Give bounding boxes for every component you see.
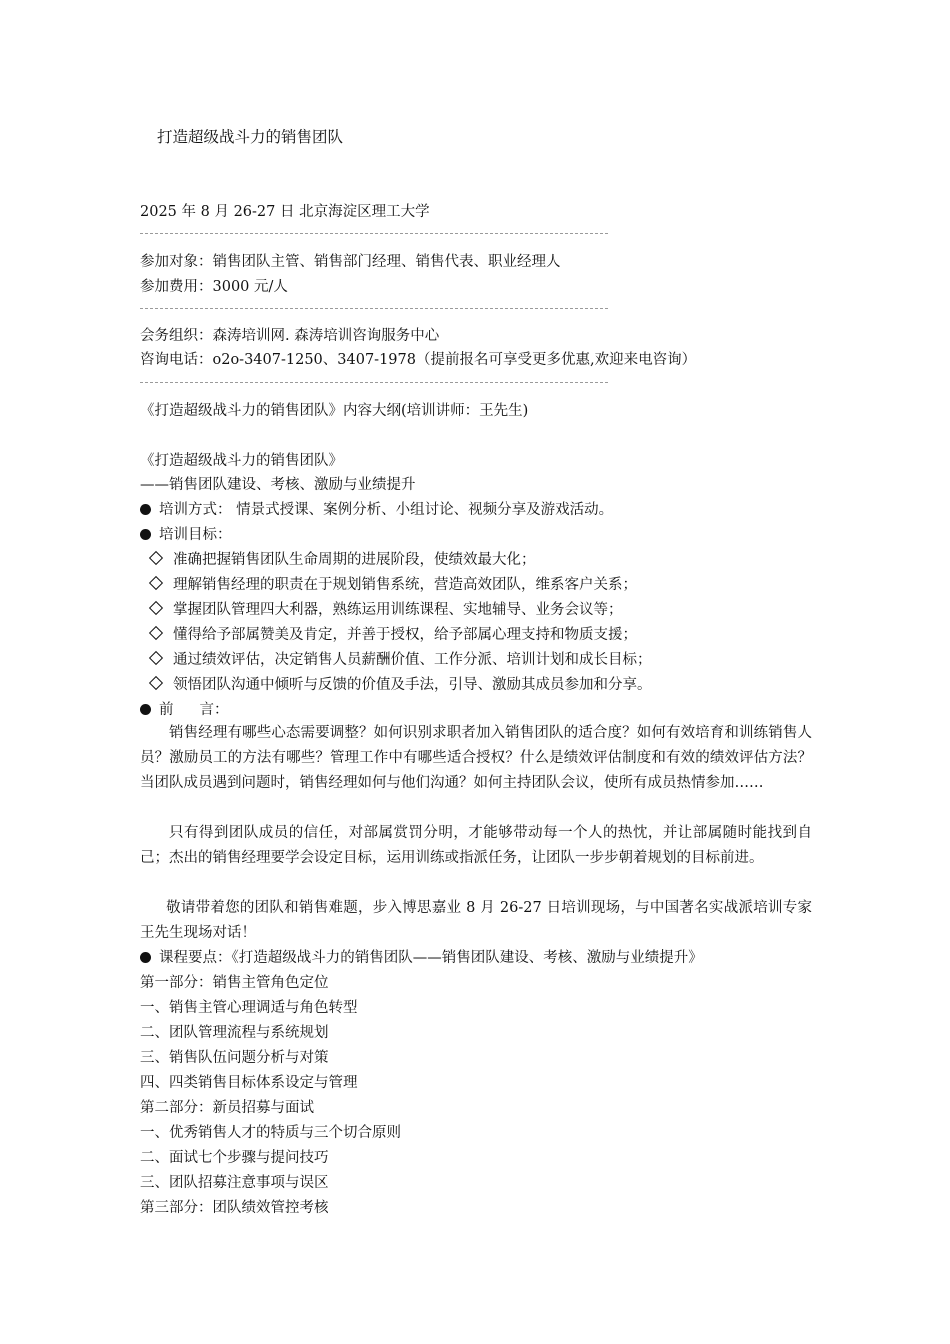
preface-label-item: [140, 700, 229, 722]
course-subtitle: ——销售团队建设、考核、激励与业绩提升: [140, 477, 416, 493]
key-points-text: 课程要点：《打造超级战斗力的销售团队——销售团队建设、考核、激励与业绩提升》: [159, 950, 703, 966]
goal-item: [140, 625, 637, 647]
bullet-dot-icon: [140, 952, 151, 963]
goal-item: [140, 550, 536, 572]
goal-text: 领悟团队沟通中倾听与反馈的价值及手法，引导、激励其成员参加和分享。: [173, 677, 652, 693]
course-title: 《打造超级战斗力的销售团队》: [140, 453, 343, 469]
key-points-item: [140, 948, 703, 970]
divider: [140, 382, 608, 383]
preface-paragraph-3: 敬请带着您的团队和销售难题，步入博思嘉业 8 月 26-27 日培训现场，与中国著名实战派培训专家王先生现场对话！: [140, 900, 812, 941]
goal-item: [140, 600, 623, 622]
method-text: 培训方式： 情景式授课、案例分析、小组讨论、视频分享及游戏活动。: [159, 502, 614, 518]
outline-header: 《打造超级战斗力的销售团队》内容大纲(培训讲师：王先生): [140, 403, 529, 419]
outline-line: 第三部分：团队绩效管控考核: [140, 1200, 329, 1216]
diamond-bullet-icon: [149, 601, 163, 615]
outline-line: 三、团队招募注意事项与误区: [140, 1175, 329, 1191]
goal-text: 准确把握销售团队生命周期的进展阶段，使绩效最大化；: [173, 552, 536, 568]
doc-title: 打造超级战斗力的销售团队: [157, 128, 344, 146]
goal-item: [140, 650, 652, 672]
goal-text: 懂得给予部属赞美及肯定，并善于授权，给予部属心理支持和物质支援；: [173, 627, 637, 643]
audience: 参加对象：销售团队主管、销售部门经理、销售代表、职业经理人: [140, 254, 561, 270]
goal-text: 掌握团队管理四大利器，熟练运用训练课程、实地辅导、业务会议等；: [173, 602, 623, 618]
method-item: [140, 500, 613, 522]
fee: 参加费用：3000 元/人: [140, 279, 288, 295]
diamond-bullet-icon: [149, 551, 163, 565]
bullet-dot-icon: [140, 529, 151, 540]
preface-paragraph-2: 只有得到团队成员的信任，对部属赏罚分明，才能够带动每一个人的热忱，并让部属随时能找到自己；杰出的销售经理要学会设定目标，运用训练或指派任务，让团队一步步朝着规划的目标前进。: [140, 825, 812, 866]
diamond-bullet-icon: [149, 576, 163, 590]
goal-item: [140, 675, 652, 697]
outline-line: 二、面试七个步骤与提问技巧: [140, 1150, 329, 1166]
preface-paragraph-1: 销售经理有哪些心态需要调整？如何识别求职者加入销售团队的适合度？如何有效培育和训练销售人员？激励员工的方法有哪些？管理工作中有哪些适合授权？什么是绩效评估制度和有效的绩效评估方法？当团队成员遇到问题时，销售经理如何与他们沟通？如何主持团队会议，使所有成员热情参加……: [140, 725, 812, 791]
diamond-bullet-icon: [149, 676, 163, 690]
diamond-bullet-icon: [149, 626, 163, 640]
goal-text: 通过绩效评估，决定销售人员薪酬价值、工作分派、培训计划和成长目标；: [173, 652, 652, 668]
preface-label-b: 言：: [199, 702, 229, 718]
outline-line: 三、销售队伍问题分析与对策: [140, 1050, 329, 1066]
outline-line: 一、优秀销售人才的特质与三个切合原则: [140, 1125, 401, 1141]
divider: [140, 308, 608, 309]
divider: [140, 233, 608, 234]
goals-label: 培训目标：: [159, 527, 232, 543]
outline-line: 第二部分：新员招募与面试: [140, 1100, 314, 1116]
organizer: 会务组织：森涛培训网. 森涛培训咨询服务中心: [140, 328, 440, 344]
diamond-bullet-icon: [149, 651, 163, 665]
outline-line: 四、四类销售目标体系设定与管理: [140, 1075, 358, 1091]
bullet-dot-icon: [140, 704, 151, 715]
preface-label-a: 前: [159, 702, 174, 718]
phone: 咨询电话：o2o-3407-1250、3407-1978（提前报名可享受更多优惠,欢迎来电咨询）: [140, 352, 697, 368]
goal-item: [140, 575, 637, 597]
goals-label-item: [140, 525, 232, 547]
goal-text: 理解销售经理的职责在于规划销售系统，营造高效团队，维系客户关系；: [173, 577, 637, 593]
outline-line: 二、团队管理流程与系统规划: [140, 1025, 329, 1041]
date-location: 2025 年 8 月 26-27 日 北京海淀区理工大学: [140, 204, 430, 220]
outline-line: 一、销售主管心理调适与角色转型: [140, 1000, 358, 1016]
outline-line: 第一部分：销售主管角色定位: [140, 975, 329, 991]
bullet-dot-icon: [140, 504, 151, 515]
